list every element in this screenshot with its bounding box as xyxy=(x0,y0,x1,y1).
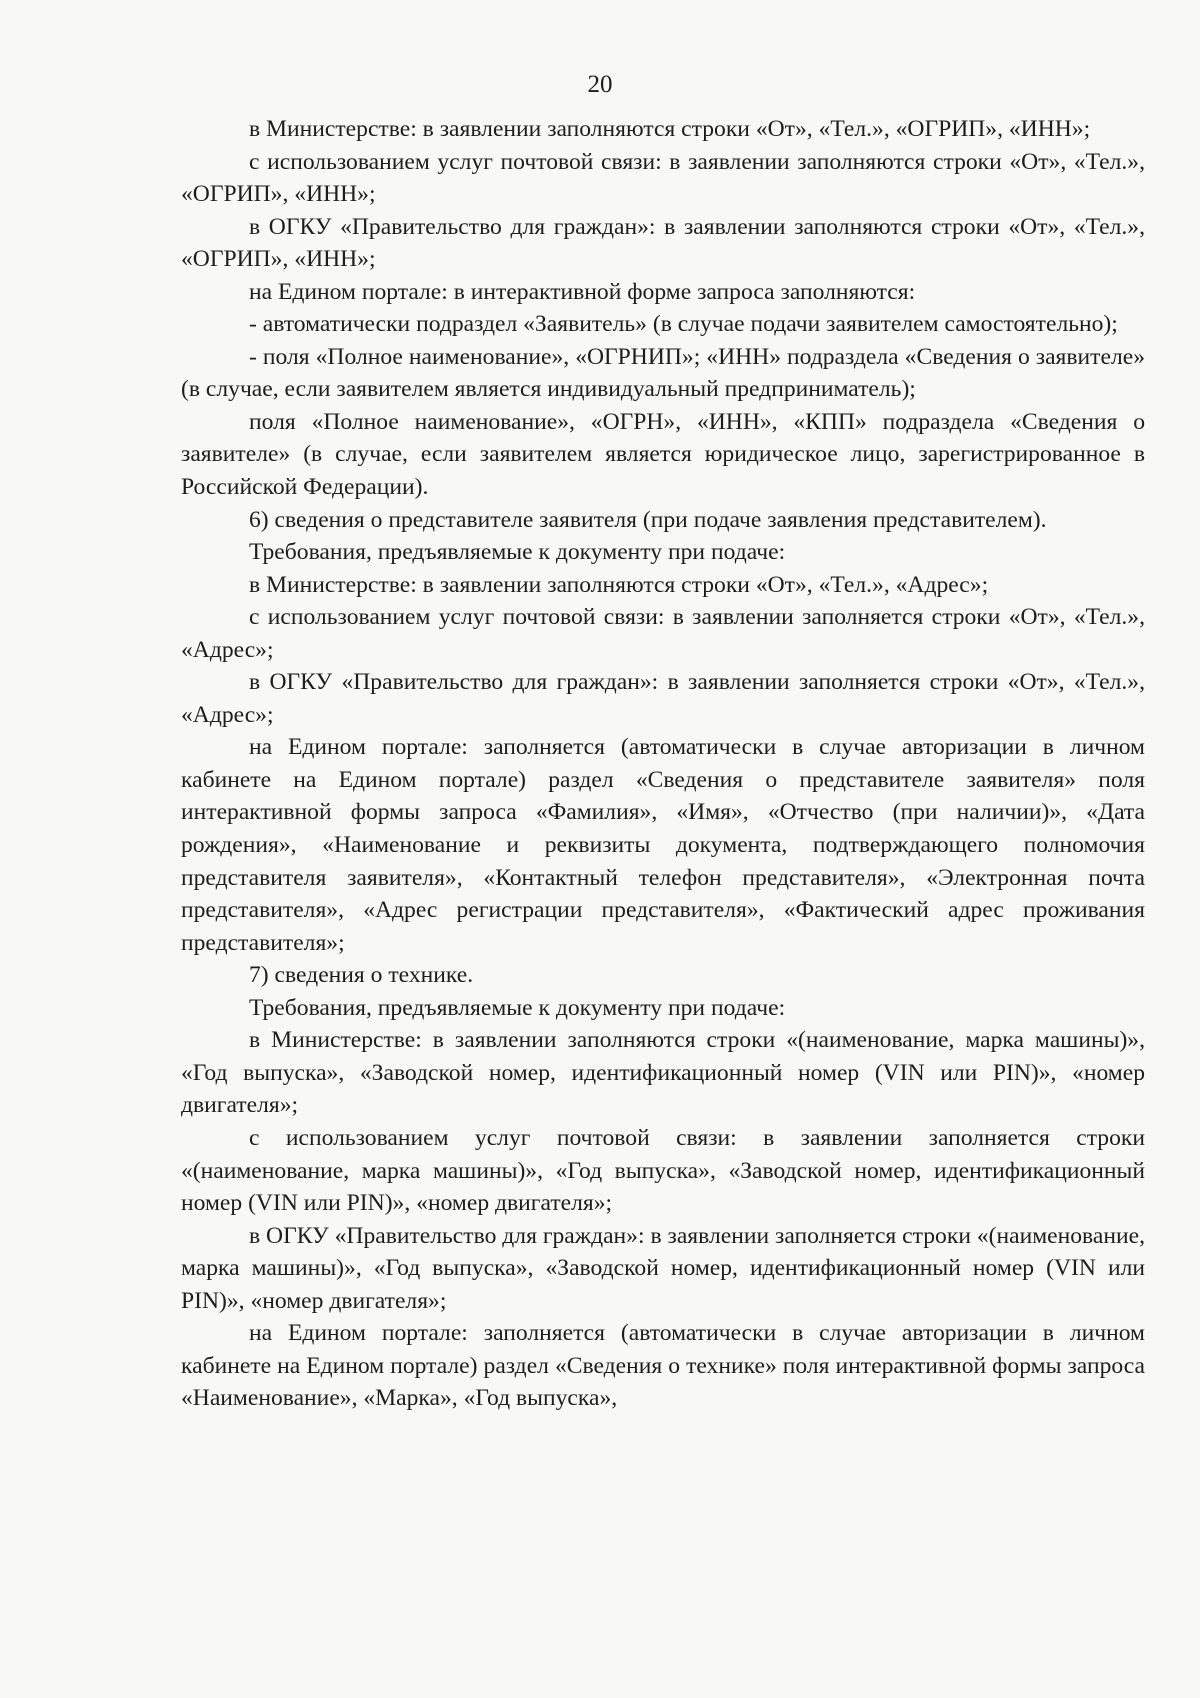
paragraph: с использованием услуг почтовой связи: в заявлении заполняется строки «(наименование, марка машины)», «Год выпуска», «Заводской номер, идентификационный номер (VIN или PIN)», «номер двигателя»; xyxy=(181,1124,1145,1217)
page-number: 20 xyxy=(587,71,613,98)
paragraph: на Едином портале: заполняется (автоматически в случае авторизации в личном кабинете на Едином портале) раздел «Сведения о технике» поля интерактивной формы запроса «Наименование», «Марка», «Год выпуска», xyxy=(181,1320,1145,1412)
paragraph: в Министерстве: в заявлении заполняются строки «От», «Тел.», «ОГРИП», «ИНН»; xyxy=(249,116,1091,142)
paragraph: Требования, предъявляемые к документу при подаче: xyxy=(249,994,786,1021)
paragraph: в ОГКУ «Правительство для граждан»: в заявлении заполняется строки «От», «Тел.», «Адрес»; xyxy=(181,669,1145,728)
paragraph: с использованием услуг почтовой связи: в заявлении заполняется строки «От», «Тел.», «Адрес»; xyxy=(181,604,1145,663)
paragraph: - автоматически подраздел «Заявитель» (в случае подачи заявителем самостоятельно); xyxy=(249,311,1118,338)
paragraph: - поля «Полное наименование», «ОГРНИП»; «ИНН» подраздела «Сведения о заявителе» (в случае, если заявителем является индивидуальный предприниматель); xyxy=(181,343,1145,403)
paragraph: Требования, предъявляемые к документу при подаче: xyxy=(249,539,786,566)
paragraph: с использованием услуг почтовой связи: в заявлении заполняются строки «От», «Тел.», «ОГРИП», «ИНН»; xyxy=(181,148,1145,208)
paragraph: на Едином портале: заполняется (автоматически в случае авторизации в личном кабинете на Едином портале) раздел «Сведения о представителе заявителя» поля интерактивной формы запроса «Фамилия», «Имя», «Отчество (при наличии)», «Дата рождения», «Наименование и реквизиты документа, подтверждающего полномочия представителя заявителя», «Контактный телефон представителя», «Электронная почта представителя», «Адрес регистрации представителя», «Фактический адрес проживания представителя»; xyxy=(181,734,1145,956)
document-body xyxy=(181,113,1145,1415)
paragraph: поля «Полное наименование», «ОГРН», «ИНН», «КПП» подраздела «Сведения о заявителе» (в случае, если заявителем является юридическое лицо, зарегистрированное в Российской Федерации). xyxy=(181,408,1145,501)
paragraph: на Едином портале: в интерактивной форме запроса заполняются: xyxy=(249,278,916,305)
paragraph: в Министерстве: в заявлении заполняются строки «От», «Тел.», «Адрес»; xyxy=(249,571,989,598)
paragraph: в ОГКУ «Правительство для граждан»: в заявлении заполняется строки «(наименование, марка машины)», «Год выпуска», «Заводской номер, идентификационный номер (VIN или PIN)», «номер двигателя»; xyxy=(181,1222,1145,1314)
paragraph: 6) сведения о представителе заявителя (при подаче заявления представителем). xyxy=(249,506,1047,533)
paragraph: в ОГКУ «Правительство для граждан»: в заявлении заполняются строки «От», «Тел.», «ОГРИП», «ИНН»; xyxy=(181,213,1145,273)
paragraph: в Министерстве: в заявлении заполняются строки «(наименование, марка машины)», «Год выпуска», «Заводской номер, идентификационный номер (VIN или PIN)», «номер двигателя»; xyxy=(181,1027,1145,1119)
paragraph: 7) сведения о технике. xyxy=(249,962,474,989)
